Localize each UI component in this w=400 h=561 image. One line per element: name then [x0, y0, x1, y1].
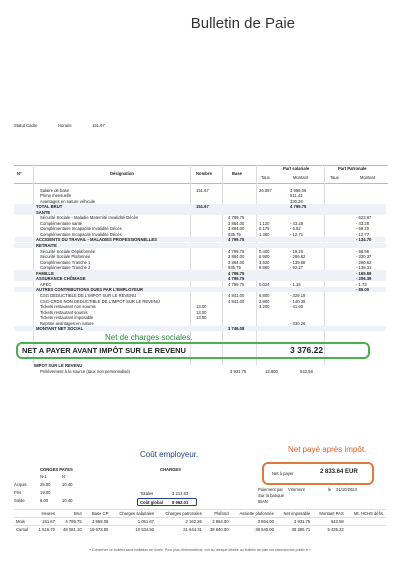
horaire-label: Horaire [58, 123, 72, 128]
row-label: Complémentaire Tranche 1 [40, 259, 91, 265]
header-taux-pat: Taux [330, 175, 339, 180]
cumul-cell: 3 864.00 [204, 518, 231, 526]
conges-acquis-n: 10.40 [62, 482, 73, 487]
row-label: Complémentaire Incapacité Invalidité Décès [40, 231, 122, 237]
cumul-header-cell: Charges patronales [156, 510, 204, 518]
row-montant: - 12.71 [290, 231, 304, 237]
row-base: 4 841.00 [228, 298, 245, 304]
cumul-header-cell: Charges salariales [110, 510, 156, 518]
row-label: Sécurité Sociale Plafonnée [40, 254, 91, 260]
date-label: le [328, 487, 332, 492]
horaire-value: 151.67 [92, 123, 105, 128]
cumul-cell [346, 526, 386, 534]
charges-totales-label: Totales [140, 491, 154, 496]
row-label: Prime mensuelle [40, 193, 72, 199]
statut-label: Statut Cadre [14, 123, 38, 128]
row-label: Tickets restaurant soumis [40, 309, 88, 315]
page-title: Bulletin de Paie [190, 15, 295, 32]
row-label: Complémentaire santé [40, 220, 83, 226]
row-nombre: 13.00 [196, 315, 207, 321]
cumul-cell: 38 640.00 [204, 526, 231, 534]
paiement-value: Virement [288, 487, 305, 492]
cout-global-label: Coût global [140, 500, 164, 505]
net-avant-impot-value: 3 376.22 [290, 345, 324, 355]
cumul-cell: 3 958.06 [84, 518, 111, 526]
cumul-row-label: Cumul [14, 526, 33, 534]
row-taux: 1.120 [259, 220, 270, 226]
cumul-cell: 1 516.70 [33, 526, 57, 534]
cumul-cell: 39 385.71 [276, 526, 312, 534]
cumul-cell: 4 799.75 [57, 518, 84, 526]
cumul-header-cell: Mt. HCHS défis. [346, 510, 386, 518]
row-pat-montant: - 260.62 [356, 259, 372, 265]
row-pat-montant: - 134.70 [356, 237, 372, 243]
conges-solde-n: 10.40 [62, 498, 73, 503]
cumul-cell [346, 518, 386, 526]
row-label: CSG DEDUCTIBLE DE L'IMPOT SUR LE REVENU [40, 292, 137, 298]
cumul-cell: 38 640.00 [231, 526, 276, 534]
row-label: TOTAL BRUT [36, 204, 63, 210]
row-montant: 511.43 [290, 193, 303, 199]
net-avant-impot-label: NET A PAYER AVANT IMPÔT SUR LE REVENU [22, 346, 186, 355]
conges-col-n1: N-1 [40, 474, 47, 479]
conges-pris-label: Pris [14, 490, 22, 495]
row-label: RETRAITE [36, 243, 57, 248]
row-nombre: 151.67 [196, 204, 209, 210]
cumul-row-label: Mois [14, 518, 33, 526]
row-pat-montant: - 206.39 [356, 276, 372, 282]
cumul-header-cell: Heures [33, 510, 57, 518]
row-label: Avantages en nature véhicule [40, 198, 96, 204]
row-base: 4 841.00 [228, 292, 245, 298]
row-label: Tickets restaurant non soumis [40, 304, 96, 310]
row-base: 4 799.75 [228, 237, 245, 243]
cumul-header-cell: Assiette plafonnée [231, 510, 276, 518]
cout-global-value: 8 962.01 [172, 500, 189, 505]
row-label: ASSURANCE CHÔMAGE [36, 276, 86, 282]
cumul-header-cell: Brut [57, 510, 84, 518]
banque-label: Sur la banque [258, 493, 285, 498]
conges-solde-n1: 6.00 [40, 498, 49, 503]
cumul-cell: 3 931.75 [276, 518, 312, 526]
row-base: 4 799.75 [228, 270, 245, 276]
row-label: AUTRES CONTRIBUTIONS DUES PAR L'EMPLOYEUR [36, 287, 144, 293]
row-label: ACCIDENTS DU TRAVAIL - MALADIES PROFESSIONNELLES [36, 237, 157, 243]
row-label: Sécurité Sociale Déplafonnée [40, 248, 96, 254]
row-taux: 3.200 [259, 304, 270, 310]
header-part-patronale: Part Patronale [338, 166, 367, 171]
callout-net-social: Net de charges sociales. [105, 333, 193, 342]
net-paye-value: 2 833.64 EUR [320, 469, 358, 475]
row-label: Complémentaire Incapacité Invalidité Décès [40, 226, 122, 232]
charges-title: CHARGES [160, 467, 181, 472]
cumul-cell: 3 864.00 [231, 518, 276, 526]
row-base: 3 864.00 [228, 259, 245, 265]
header-montant-sal: Montant [293, 175, 309, 180]
cumul-header-row [14, 510, 386, 518]
row-pat-montant: - 85.00 [356, 287, 370, 293]
header-taux-sal: Taux [261, 175, 270, 180]
cumul-header-cell: Base CP [84, 510, 111, 518]
row-base: 4 799.75 [228, 276, 245, 282]
row-nombre: 151.67 [196, 187, 209, 193]
row-taux: 0.024 [259, 281, 270, 287]
row-label: SANTE [36, 209, 51, 215]
row-pat-montant: - 12.77 [356, 231, 370, 237]
row-base: 3 864.00 [228, 226, 245, 232]
row-base: 4 799.75 [228, 215, 245, 221]
cumul-cell: 21 644.31 [156, 526, 204, 534]
cumul-header-blank [14, 510, 33, 518]
row-pat-montant: - 43.28 [356, 220, 370, 226]
header-nombre: Nombre [196, 171, 212, 176]
cumul-cell: 48 081.10 [57, 526, 84, 534]
conges-title: CONGES PAYES [40, 467, 73, 472]
row-base: 3 746.08 [228, 326, 245, 332]
row-base: 935.75 [228, 231, 241, 237]
header-base: Base [232, 171, 243, 176]
row-taux: 6.800 [259, 292, 270, 298]
row-pat-montant: - 165.59 [356, 270, 372, 276]
conges-pris-n1: 19.00 [40, 490, 51, 495]
row-taux: 6.900 [259, 254, 270, 260]
cumul-header-cell: Plafond [204, 510, 231, 518]
cumul-table [14, 509, 386, 533]
row-taux: 1.360 [259, 231, 270, 237]
net-paye-label: Net à payer [272, 471, 294, 476]
impot-taux: 13.800 [265, 369, 278, 374]
row-montant: - 19.20 [290, 248, 304, 254]
footer-note: « Conserver ce bulletin sans limitation de durée. Pour plus d'informations, voir la rubrique dédiée au bulletin de paie sur www.service-public.fr » [89, 548, 311, 552]
row-montant: 330.26 [290, 198, 303, 204]
row-label: Complémentaire Tranche 2 [40, 265, 91, 271]
cumul-row-mois [14, 518, 386, 526]
row-montant: - 140.39 [290, 298, 306, 304]
row-label: FAMILLE [36, 270, 54, 276]
row-label: Tickets restaurant imposable [40, 315, 94, 321]
row-label: Sécurité Sociale - Maladie Maternité Invalidité Décès [40, 215, 138, 221]
cumul-cell: 5 435.22 [312, 526, 345, 534]
impot-title: IMPOT SUR LE REVENU [34, 363, 83, 368]
header-n: N° [17, 171, 22, 176]
row-montant: - 6.92 [290, 226, 301, 232]
row-label: Reprise avantages en nature [40, 320, 94, 326]
row-pat-montant: - 1.73 [356, 281, 367, 287]
row-pat-montant: - 69.20 [356, 226, 370, 232]
row-label: APEC [40, 281, 52, 287]
row-base: 4 799.75 [228, 248, 245, 254]
row-base: 3 864.00 [228, 220, 245, 226]
date-value: 31/10/2024 [336, 487, 357, 492]
row-montant: - 43.28 [290, 220, 304, 226]
row-taux: 9.860 [259, 265, 270, 271]
row-montant: - 266.62 [290, 254, 306, 260]
row-montant: - 330.26 [290, 320, 306, 326]
conges-solde-label: Solde [14, 498, 25, 503]
row-taux: 2.900 [259, 298, 270, 304]
cumul-cell: 2 162.26 [156, 518, 204, 526]
row-nombre: 13.00 [196, 309, 207, 315]
row-taux: 26.087 [259, 187, 272, 193]
conges-acquis-label: Acquis [14, 482, 27, 487]
row-base: 935.75 [228, 265, 241, 271]
cumul-row-cumul [14, 526, 386, 534]
row-montant: - 329.19 [290, 292, 306, 298]
header-part-salariale: Part salariale [283, 166, 310, 171]
row-label: Salaire de base [40, 187, 70, 193]
impot-label: Prélèvement à la source (taux non personnalisé) [40, 369, 131, 374]
row-montant: 4 799.75 [290, 204, 307, 210]
row-montant: - 139.88 [290, 259, 306, 265]
cumul-header-cell: Net imposable [276, 510, 312, 518]
callout-net-paye: Net payé après impôt. [288, 445, 367, 454]
cumul-cell: 542.58 [312, 518, 345, 526]
row-label: MONTANT NET SOCIAL [36, 326, 84, 332]
row-montant: - 92.27 [290, 265, 304, 271]
row-base: 4 799.75 [228, 281, 245, 287]
cumul-cell: 10 534.50 [110, 526, 156, 534]
charges-totales-value: 3 213.93 [172, 491, 189, 496]
row-pat-montant: - 623.97 [356, 215, 372, 221]
cumul-cell: 1 051.67 [110, 518, 156, 526]
cumul-header-cell: Montant PAS [312, 510, 345, 518]
conges-acquis-n1: 25.00 [40, 482, 51, 487]
header-montant-pat: Montant [360, 175, 376, 180]
row-pat-montant: - 96.95 [356, 248, 370, 254]
callout-cout-employeur: Coût employeur. [140, 450, 199, 459]
row-pat-montant: - 138.31 [356, 265, 372, 271]
row-pat-montant: - 330.37 [356, 254, 372, 260]
paiement-label: Paiement par [258, 487, 283, 492]
row-taux: 0.179 [259, 226, 270, 232]
row-taux: 3.620 [259, 259, 270, 265]
row-montant: 3 958.06 [290, 187, 307, 193]
iban-label: IBAN [258, 499, 268, 504]
row-nombre: 13.00 [196, 304, 207, 310]
impot-base: 3 931.75 [230, 369, 247, 374]
cumul-cell: 19 973.90 [84, 526, 111, 534]
row-taux: 0.400 [259, 248, 270, 254]
row-montant: - 1.15 [290, 281, 301, 287]
conges-col-n: N [62, 474, 66, 479]
header-designation: Désignation [110, 171, 134, 176]
row-label: CSG-CRDS NON DEDUCTIBLE DE L'IMPOT SUR LE REVENU [40, 298, 160, 304]
row-base: 3 864.00 [228, 254, 245, 260]
cumul-cell: 151.67 [33, 518, 57, 526]
row-montant: - 41.60 [290, 304, 304, 310]
impot-montant: 542.58 [300, 369, 313, 374]
